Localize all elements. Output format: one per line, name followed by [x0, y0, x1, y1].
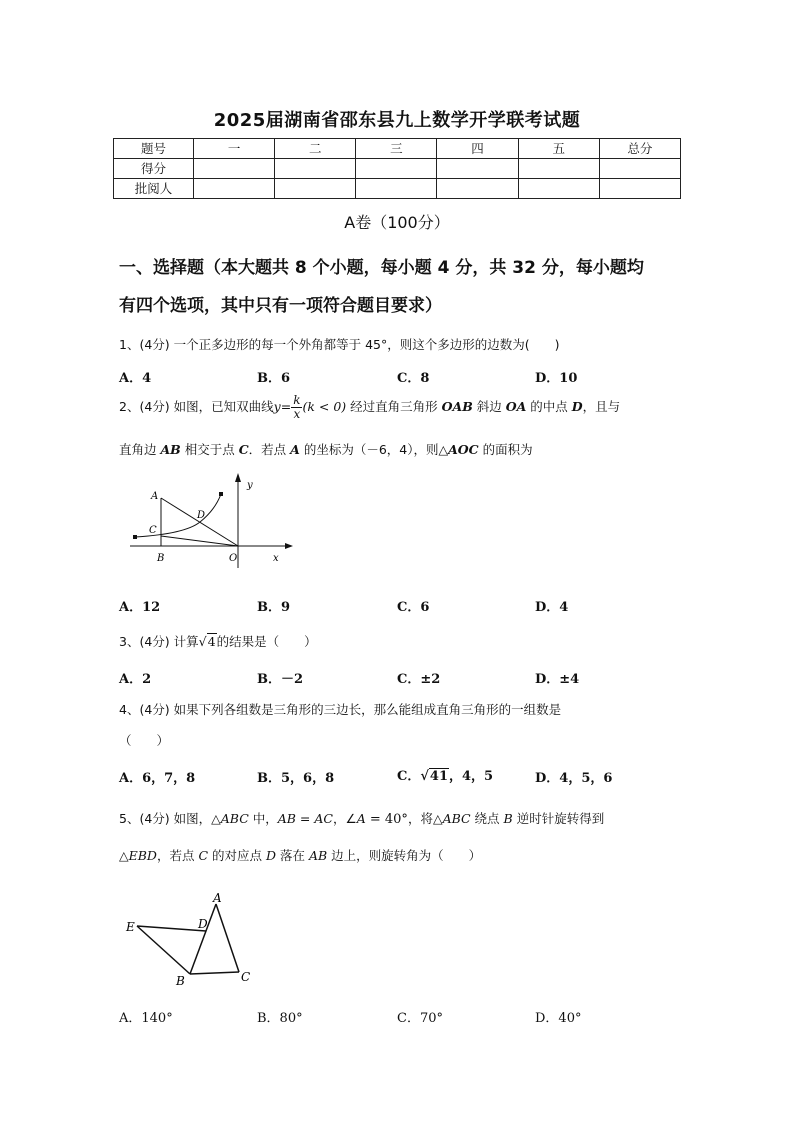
score-table-header: 四 — [437, 139, 518, 159]
score-table-header: 题号 — [114, 139, 194, 159]
score-row-label: 得分 — [114, 159, 194, 179]
q3-suffix: 的结果是（ ） — [216, 634, 317, 649]
score-cell[interactable] — [437, 159, 518, 179]
curve-end-marker — [219, 492, 223, 496]
q5-stem-line2 — [119, 846, 689, 864]
score-cell[interactable] — [356, 179, 437, 199]
label-a: A — [151, 491, 159, 502]
q2-option-d[interactable]: D．4 — [535, 600, 569, 615]
q3-option-d[interactable]: D．±4 — [535, 672, 580, 687]
q5-line2-b: ，若点 — [156, 848, 199, 863]
q4-c-rest: ，4，5 — [449, 769, 494, 784]
q3-prefix: 3、(4分) 计算 — [119, 634, 199, 649]
label-e: E — [126, 920, 135, 934]
q4-c-label: C． — [397, 769, 421, 784]
y-axis-arrow — [235, 473, 241, 482]
score-cell[interactable] — [437, 179, 518, 199]
q2-frac-den: x — [293, 407, 301, 421]
q2-end1: ，且与 — [582, 399, 621, 414]
q2-mid-text: 经过直角三角形 — [346, 399, 442, 414]
q5-ebd: EBD — [128, 848, 157, 863]
q1-option-a[interactable]: A．4 — [119, 371, 152, 386]
x-axis-arrow — [285, 543, 293, 549]
q5-angle-a: A — [356, 811, 366, 826]
score-table-header: 三 — [356, 139, 437, 159]
q5-option-c[interactable]: C．70° — [397, 1011, 443, 1026]
q4-option-b[interactable]: B．5，6，8 — [257, 771, 335, 786]
q5-c: C — [198, 848, 209, 863]
q4-stem: 4、(4分) 如果下列各组数是三角形的三边长，那么能组成直角三角形的一组数是 — [119, 702, 562, 717]
q5-figure — [122, 890, 262, 990]
q3-option-b[interactable]: B．－2 — [257, 672, 304, 687]
q1-stem: 1、(4分) 一个正多边形的每一个外角都等于 45°，则这个多边形的边数为( ) — [119, 337, 560, 352]
segment-ab — [190, 904, 216, 974]
q2-oa: OA — [505, 399, 527, 414]
q5-t1: 中， — [248, 811, 278, 826]
label-x: x — [273, 553, 279, 564]
score-table-header: 二 — [275, 139, 356, 159]
page-title: 2025届湖南省邵东县九上数学开学联考试题 — [213, 110, 581, 131]
q2-line2-b: 相交于点 — [180, 442, 239, 457]
score-cell[interactable] — [518, 179, 599, 199]
q4-option-a[interactable]: A．6，7，8 — [119, 771, 196, 786]
q5-t4: 绕点 — [470, 811, 504, 826]
score-cell[interactable] — [599, 159, 680, 179]
q3-option-a[interactable]: A．2 — [119, 672, 152, 687]
q5-prefix: 5、(4分) 如图，△ — [119, 811, 221, 826]
q5-angle-val: = 40° — [365, 812, 408, 827]
part1-heading-line1: 一、选择题（本大题共 8 个小题，每小题 4 分，共 32 分，每小题均 — [119, 258, 644, 278]
label-y: y — [247, 480, 253, 491]
label-c: C — [149, 525, 157, 536]
q5-ab: AB — [308, 848, 328, 863]
q2-aoc: AOC — [448, 442, 479, 457]
score-cell[interactable] — [275, 159, 356, 179]
segment-bc — [190, 972, 239, 974]
segment-ed — [137, 926, 206, 931]
q1-option-b[interactable]: B．6 — [257, 371, 291, 386]
q2-a: A — [290, 442, 300, 457]
q2-option-a[interactable]: A．12 — [119, 600, 161, 615]
q5-b: B — [503, 811, 513, 826]
q2-cond: (k < 0) — [302, 399, 347, 414]
score-table-header-row — [114, 139, 681, 159]
label-d: D — [198, 917, 208, 931]
section-a-title: A卷（100分） — [344, 213, 450, 232]
q2-line2-e: 的面积为 — [478, 442, 533, 457]
label-a: A — [213, 891, 222, 905]
q4-c-radicand: 41 — [429, 769, 448, 784]
q5-t3: ，将△ — [407, 811, 443, 826]
score-row-label: 批阅人 — [114, 179, 194, 199]
q2-func-y: y — [273, 399, 281, 414]
q2-option-b[interactable]: B．9 — [257, 600, 291, 615]
q2-mid3: 的中点 — [526, 399, 572, 414]
q2-line2-a: 直角边 — [119, 442, 161, 457]
q3-stem — [119, 632, 689, 650]
q1-option-d[interactable]: D．10 — [535, 371, 578, 386]
q2-ab: AB — [160, 442, 181, 457]
segment-ac — [216, 904, 239, 972]
label-c: C — [241, 970, 251, 984]
q5-option-d[interactable]: D．40° — [535, 1011, 582, 1026]
q5-eq1: AB = AC — [277, 811, 333, 826]
q3-sqrt: √4 — [198, 634, 216, 649]
q5-abc: ABC — [220, 811, 249, 826]
segment-co — [161, 536, 238, 546]
q5-line2-d: 落在 — [276, 848, 309, 863]
q3-radicand: 4 — [207, 634, 216, 649]
label-b: B — [176, 974, 185, 988]
segment-eb — [137, 926, 190, 974]
q2-figure — [125, 470, 295, 570]
q4-stem-line2: （ ） — [119, 733, 170, 748]
q5-d: D — [265, 848, 277, 863]
curve-end-marker — [133, 535, 137, 539]
label-d: D — [197, 510, 206, 521]
label-b: B — [157, 553, 165, 564]
score-table-row — [114, 179, 681, 199]
q5-option-b[interactable]: B．80° — [257, 1011, 303, 1026]
q4-option-c[interactable] — [397, 765, 493, 784]
score-cell[interactable] — [599, 179, 680, 199]
score-table-header: 一 — [194, 139, 275, 159]
score-cell[interactable] — [356, 159, 437, 179]
segment-ao — [161, 498, 238, 546]
q5-line2-a: △ — [119, 848, 129, 863]
q4-c-sqrt: √41 — [420, 769, 448, 784]
q2-prefix: 2、(4分) 如图，已知双曲线 — [119, 399, 274, 414]
q3-option-c[interactable]: C．±2 — [397, 672, 441, 687]
q2-eq: = — [280, 399, 292, 414]
score-table-header: 五 — [518, 139, 599, 159]
q5-stem-line1 — [119, 809, 689, 827]
q4-option-d[interactable]: D．4，5，6 — [535, 771, 613, 786]
q5-option-a[interactable]: A．140° — [119, 1011, 173, 1026]
part1-heading-line2: 有四个选项，其中只有一项符合题目要求） — [119, 296, 442, 316]
score-table — [113, 138, 681, 199]
q2-oab: OAB — [441, 399, 473, 414]
q5-t5: 逆时针旋转得到 — [512, 811, 605, 826]
q2-stem-line1 — [119, 394, 689, 421]
q2-option-c[interactable]: C．6 — [397, 600, 430, 615]
q2-fraction — [291, 394, 302, 421]
q2-c: C — [238, 442, 249, 457]
score-cell[interactable] — [194, 179, 275, 199]
score-table-row — [114, 159, 681, 179]
q5-line2-e: 边上，则旋转角为（ ） — [327, 848, 482, 863]
q2-line2-d: 的坐标为（－6，4），则△ — [299, 442, 449, 457]
q5-line2-c: 的对应点 — [208, 848, 266, 863]
q2-d: D — [571, 399, 583, 414]
score-cell[interactable] — [194, 159, 275, 179]
hyperbola-curve — [135, 494, 221, 537]
score-table-header: 总分 — [599, 139, 680, 159]
q2-mid2: 斜边 — [472, 399, 506, 414]
score-cell[interactable] — [275, 179, 356, 199]
q1-option-c[interactable]: C．8 — [397, 371, 430, 386]
q5-abc2: ABC — [442, 811, 471, 826]
q5-t2: ，∠ — [332, 811, 357, 826]
q2-frac-num: k — [293, 393, 301, 407]
q2-line2-c: ．若点 — [248, 442, 291, 457]
q2-stem-line2 — [119, 440, 689, 458]
label-o: O — [229, 553, 238, 564]
score-cell[interactable] — [518, 159, 599, 179]
